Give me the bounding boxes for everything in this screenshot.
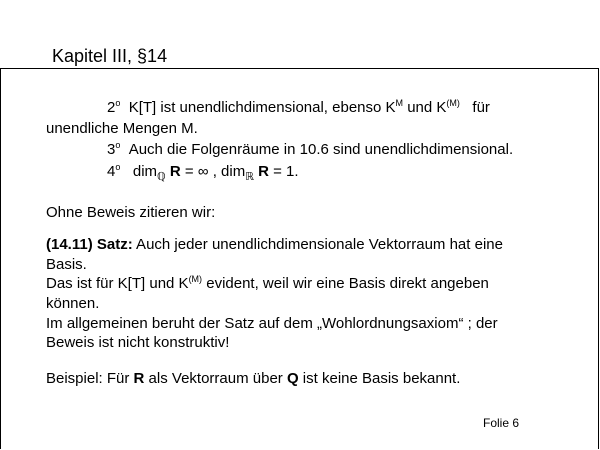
item-text: = 1. <box>268 163 299 180</box>
superscript: (M) <box>188 274 203 284</box>
intro-text: Ohne Beweis zitieren wir: <box>46 204 216 221</box>
superscript: (M) <box>446 98 460 108</box>
dim-label: dim <box>132 163 158 180</box>
beispiel-part: ist keine Basis bekannt. <box>298 370 461 387</box>
page-title: Kapitel III, §14 <box>52 46 168 66</box>
satz-line-6: Beweis ist nicht konstruktiv! <box>46 334 230 351</box>
satz-line-5: Im allgemeinen beruht der Satz auf dem „Wohlordnungsaxiom“ ; der <box>46 315 498 332</box>
item-text: K[T] ist unendlichdimensional, ebenso K <box>128 99 396 116</box>
satz-line-4: können. <box>46 295 100 312</box>
satz-line-1 <box>46 235 503 254</box>
item-4 <box>107 162 299 187</box>
ordinal-mark: o <box>115 162 121 172</box>
satz-line-2: Basis. <box>46 256 87 273</box>
theorem-text: Das ist für K[T] und K <box>46 275 189 292</box>
item-3 <box>107 140 513 159</box>
item-number: 2 <box>107 99 116 116</box>
item-text: = ∞ , dim <box>180 163 246 180</box>
item-text: Auch die Folgenräume in 10.6 sind unendlichdimensional. <box>128 141 514 158</box>
item-text: und K <box>403 99 447 116</box>
bold-r: R <box>133 370 145 387</box>
bold-r: R <box>258 163 269 180</box>
subscript: ℚ <box>157 171 166 183</box>
item-number: 4 <box>107 163 116 180</box>
theorem-text: Auch jeder unendlichdimensionale Vektorraum hat eine <box>132 236 503 253</box>
item-number: 3 <box>107 141 116 158</box>
item-2-line-2: unendliche Mengen M. <box>46 120 198 137</box>
subscript: ℝ <box>245 171 254 183</box>
beispiel-text <box>46 369 460 388</box>
beispiel-part: Beispiel: Für <box>46 370 134 387</box>
item-text: für <box>468 99 490 116</box>
slide-number: Folie 6 <box>483 416 520 430</box>
ordinal-mark: o <box>115 140 121 150</box>
bold-r: R <box>169 163 181 180</box>
theorem-label: (14.11) Satz: <box>46 236 133 253</box>
ordinal-mark: o <box>115 98 121 108</box>
theorem-text: evident, weil wir eine Basis direkt angeben <box>202 275 489 292</box>
bold-q: Q <box>286 370 299 387</box>
superscript: M <box>395 98 404 108</box>
beispiel-part: als Vektorraum über <box>144 370 287 387</box>
satz-line-3 <box>46 274 489 293</box>
item-2-line-1 <box>107 98 490 117</box>
